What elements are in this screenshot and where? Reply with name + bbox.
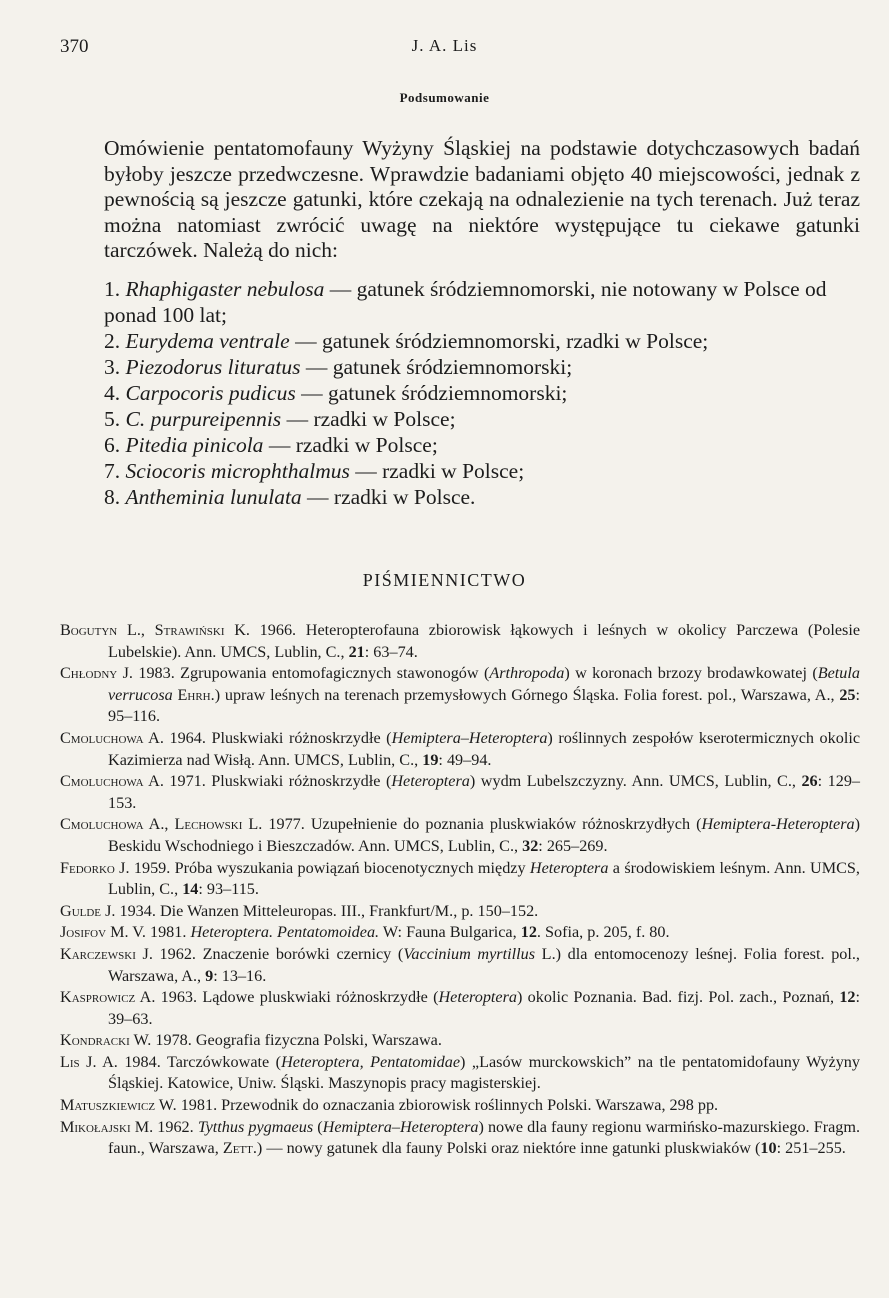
page-header — [60, 36, 829, 62]
ref-authors: Fedorko J. — [60, 858, 130, 877]
reference-entry — [60, 858, 860, 901]
ref-text: 1962. Znaczenie borówki czernicy ( — [152, 944, 404, 963]
reference-entry — [60, 771, 860, 814]
ref-authors: Kondracki W. — [60, 1031, 152, 1050]
reference-entry — [60, 1095, 860, 1117]
ref-text: 1963. Lądowe pluskwiaki różnoskrzydłe ( — [155, 988, 439, 1007]
ref-text: ) okolic Poznania. Bad. fizj. Pol. zach., Poznań, — [517, 988, 840, 1007]
ref-taxon: Heteroptera. Pentatomoidea. — [190, 923, 380, 942]
ref-text: 1934. Die Wanzen Mitteleuropas. III., Frankfurt/M., p. 150–152. — [115, 901, 539, 920]
ref-taxon: Heteroptera, Pentatomidae — [281, 1052, 461, 1071]
species-number: 2. — [104, 329, 121, 353]
page-number: 370 — [60, 36, 89, 57]
species-name: C. purpureipennis — [125, 407, 282, 431]
reference-entry — [60, 1030, 860, 1052]
species-note: — gatunek śródziemnomorski, nie notowany w Polsce od ponad 100 lat; — [104, 277, 827, 327]
species-name: Antheminia lunulata — [125, 485, 302, 509]
ref-text: ) nowe dla fauny regionu warmińsko-mazurskiego. Fragm. faun., Warszawa, — [108, 1117, 861, 1158]
species-item — [104, 458, 860, 484]
ref-authors: Gulde J. — [60, 901, 116, 920]
species-number: 7. — [104, 459, 121, 483]
reference-entry — [60, 944, 860, 987]
ref-authors: Chłodny J. — [60, 664, 133, 683]
ref-pages: : 13–16. — [213, 966, 267, 985]
reference-entry — [60, 1052, 860, 1095]
species-note: — rzadki w Polsce; — [263, 433, 438, 457]
species-item — [104, 354, 860, 380]
references-title: PIŚMIENNICTWO — [362, 570, 527, 590]
reference-entry — [60, 620, 860, 663]
ref-authors: Karczewski J. — [60, 944, 153, 963]
references-list — [60, 620, 860, 1160]
ref-volume: 25 — [839, 685, 856, 704]
ref-pages: : 265–269. — [538, 836, 608, 855]
ref-authors: Cmoluchowa A. — [60, 772, 164, 791]
species-item — [104, 432, 860, 458]
species-note: — gatunek śródziemnomorski, rzadki w Polsce; — [289, 329, 709, 353]
ref-taxon: Tytthus pygmaeus — [197, 1117, 314, 1136]
ref-pages: : 49–94. — [438, 750, 492, 769]
ref-text: 1966. Heteropterofauna zbiorowisk łąkowych i leśnych w okolicy Parczewa (Polesie Lubelskie). Ann. UMCS, Lublin, C., — [108, 621, 861, 661]
species-note: — gatunek śródziemnomorski; — [295, 381, 568, 405]
reference-entry — [60, 901, 860, 923]
ref-taxon: Vaccinium myrtillus — [403, 944, 535, 963]
ref-authors: Mikołajski M. — [60, 1117, 154, 1136]
ref-volume: 19 — [422, 750, 439, 769]
summary-paragraph — [104, 136, 860, 264]
ref-text: ( — [313, 1117, 323, 1136]
ref-volume: 10 — [760, 1139, 777, 1158]
ref-pages: : 63–74. — [364, 642, 418, 661]
ref-text: 1962. — [153, 1117, 198, 1136]
species-number: 4. — [104, 381, 121, 405]
ref-authors: Josifov M. V. — [60, 923, 146, 942]
species-note: — rzadki w Polsce; — [281, 407, 456, 431]
reference-entry — [60, 987, 860, 1030]
ref-text: 1977. Uzupełnienie do poznania pluskwiaków różnoskrzydłych ( — [262, 815, 702, 834]
ref-text: 1978. Geografia fizyczna Polski, Warszawa. — [151, 1031, 442, 1050]
ref-volume: 26 — [801, 772, 818, 791]
ref-volume: 9 — [205, 966, 214, 985]
species-number: 6. — [104, 433, 121, 457]
ref-authors: Lis J. A. — [60, 1052, 118, 1071]
species-name: Pitedia pinicola — [125, 433, 264, 457]
species-name: Eurydema ventrale — [125, 329, 290, 353]
ref-text: ) „Lasów murckowskich” na tle pentatomidofauny Wyżyny Śląskiej. Katowice, Uniw. Śląski. Maszynopis pracy magisterskiej. — [108, 1052, 860, 1093]
ref-text: 1964. Pluskwiaki różnoskrzydłe ( — [163, 728, 392, 747]
species-name: Sciocoris microphthalmus — [125, 459, 350, 483]
ref-text: 1981. Przewodnik do oznaczania zbiorowisk roślinnych Polski. Warszawa, 298 pp. — [176, 1096, 719, 1115]
ref-text: 1984. Tarczówkowate ( — [117, 1052, 282, 1071]
reference-entry — [60, 814, 860, 857]
ref-text: W: Fauna Bulgarica, — [379, 923, 521, 942]
species-item — [104, 380, 860, 406]
ref-text: ) Beskidu Wschodniego i Bieszczadów. Ann. UMCS, Lublin, C., — [108, 815, 860, 855]
species-list — [104, 276, 860, 510]
section-title: Podsumowanie — [399, 90, 490, 105]
ref-pages: : 39–63. — [108, 988, 860, 1028]
ref-text: ) upraw leśnych na terenach przemysłowych Górnego Śląska. Folia forest. pol., Warszawa, A., — [214, 685, 840, 704]
ref-text: a środowiskiem leśnym. Ann. UMCS, Lublin, C., — [108, 858, 860, 899]
species-note: — rzadki w Polsce; — [349, 459, 525, 483]
ref-volume: 14 — [182, 880, 199, 899]
ref-volume: 21 — [348, 642, 365, 661]
ref-pages: : 93–115. — [198, 880, 259, 899]
ref-volume: 32 — [522, 836, 539, 855]
ref-text: 1981. — [145, 923, 191, 942]
ref-taxon: Arthropoda — [489, 664, 565, 683]
species-item — [104, 406, 860, 432]
ref-text: ) wydm Lubelszczyzny. Ann. UMCS, Lublin, C., — [469, 772, 802, 791]
ref-authority: Ehrh. — [177, 685, 215, 704]
ref-pages: : 251–255. — [776, 1139, 846, 1158]
ref-authors: Bogutyn L., Strawiński K. — [60, 621, 250, 639]
ref-authority: Zett. — [222, 1139, 257, 1158]
species-number: 5. — [104, 407, 121, 431]
ref-text: 1971. Pluskwiaki różnoskrzydłe ( — [163, 772, 392, 791]
ref-text: ) — nowy gatunek dla fauny Polski oraz niektóre inne gatunki pluskwiaków ( — [256, 1139, 761, 1158]
summary-text: Omówienie pentatomofauny Wyżyny Śląskiej na podstawie dotychczasowych badań byłoby jeszcze przedwczesne. Wprawdzie badaniami objęto 40 miejscowości, jednak z pewnością są jeszcze gatunki, które czekają na odnalezienie na tych terenach. Już teraz można natomiast zwrócić uwagę na niektóre występujące tu ciekawe gatunki tarczówek. Należą do nich: — [104, 136, 860, 262]
ref-authors: Cmoluchowa A., Lechowski L. — [60, 815, 263, 834]
ref-pages: : 95–116. — [108, 685, 861, 726]
ref-taxon: Heteroptera — [391, 772, 470, 791]
ref-volume: 12 — [839, 988, 856, 1007]
ref-authors: Kasprowicz A. — [60, 988, 156, 1007]
running-head: J. A. Lis — [411, 36, 478, 55]
ref-taxon: Hemiptera–Heteroptera — [322, 1117, 479, 1136]
ref-text: 1959. Próba wyszukania powiązań biocenotycznych między — [129, 858, 530, 877]
ref-taxon: Heteroptera — [438, 988, 517, 1007]
species-name: Carpocoris pudicus — [125, 381, 296, 405]
ref-pages: : 129–153. — [108, 772, 861, 812]
reference-entry — [60, 922, 860, 944]
ref-taxon: Betula verrucosa — [108, 664, 860, 704]
reference-entry — [60, 728, 860, 771]
ref-taxon: Heteroptera — [529, 858, 609, 877]
ref-text: 1983. Zgrupowania entomofagicznych stawonogów ( — [132, 664, 490, 683]
species-name: Piezodorus lituratus — [125, 355, 301, 379]
ref-taxon: Hemiptera-Heteroptera — [701, 815, 855, 834]
species-number: 1. — [104, 277, 121, 301]
ref-taxon: Hemiptera–Heteroptera — [391, 728, 548, 747]
ref-text: ) roślinnych zespołów kserotermicznych okolic Kazimierza nad Wisłą. Ann. UMCS, Lublin, C., — [108, 728, 861, 769]
species-name: Rhaphigaster nebulosa — [125, 277, 325, 301]
ref-volume: 12 — [520, 923, 537, 942]
reference-entry — [60, 1117, 860, 1160]
ref-pages: . Sofia, p. 205, f. 80. — [536, 923, 670, 942]
species-note: — rzadki w Polsce. — [301, 485, 476, 509]
ref-authors: Cmoluchowa A. — [60, 728, 164, 747]
species-item — [104, 484, 860, 510]
ref-text: L.) dla entomocenozy leśnej. Folia forest. pol., Warszawa, A., — [108, 944, 860, 985]
species-number: 8. — [104, 485, 121, 509]
species-number: 3. — [104, 355, 121, 379]
species-item — [104, 276, 860, 328]
ref-authors: Matuszkiewicz W. — [60, 1096, 177, 1115]
reference-entry — [60, 663, 860, 728]
ref-text: ) w koronach brzozy brodawkowatej ( — [564, 664, 818, 683]
species-item — [104, 328, 860, 354]
species-note: — gatunek śródziemnomorski; — [300, 355, 573, 379]
